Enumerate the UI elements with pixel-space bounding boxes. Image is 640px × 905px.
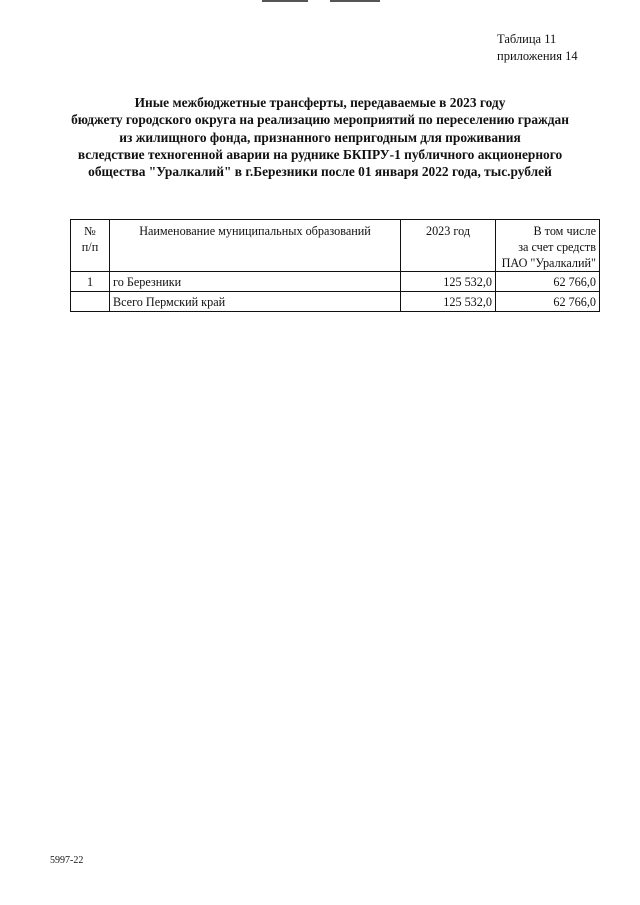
cell-year: 125 532,0 [401,272,496,292]
document-code: 5997-22 [50,855,84,866]
header-included [496,220,600,272]
header-incl-line3: ПАО "Уралкалий" [501,256,596,270]
table-row [71,272,600,292]
transfers-table [70,219,600,312]
cell-year: 125 532,0 [401,292,496,312]
header-num-line2: п/п [81,240,99,254]
scan-mark [262,0,308,2]
table-ref-line2: приложения 14 [497,49,578,63]
cell-name: Всего Пермский край [110,292,401,312]
cell-num [71,292,110,312]
table-row-total [71,292,600,312]
document-title [60,94,580,180]
header-name: Наименование муниципальных образований [110,220,401,272]
header-num [71,220,110,272]
cell-name: го Березники [110,272,401,292]
cell-included: 62 766,0 [496,292,600,312]
header-incl-line2: за счет средств [518,240,596,254]
title-line: бюджету городского округа на реализацию мероприятий по переселению граждан [71,112,569,128]
title-line: вследствие техногенной аварии на руднике БКПРУ-1 публичного акционерного [77,146,563,162]
title-line: Иные межбюджетные трансферты, передаваемые в 2023 году [134,95,506,110]
table-header-row [71,220,600,272]
table-ref-line1: Таблица 11 [497,32,557,46]
header-incl-line1: В том числе [533,224,596,238]
scan-mark [330,0,380,2]
table-reference [497,31,578,65]
cell-num: 1 [71,272,110,292]
header-year: 2023 год [401,220,496,272]
cell-included: 62 766,0 [496,272,600,292]
header-num-line1: № [84,224,96,238]
title-line: общества "Уралкалий" в г.Березники после 01 января 2022 года, тыс.рублей [88,164,552,180]
title-line: из жилищного фонда, признанного непригодным для проживания [119,129,521,145]
